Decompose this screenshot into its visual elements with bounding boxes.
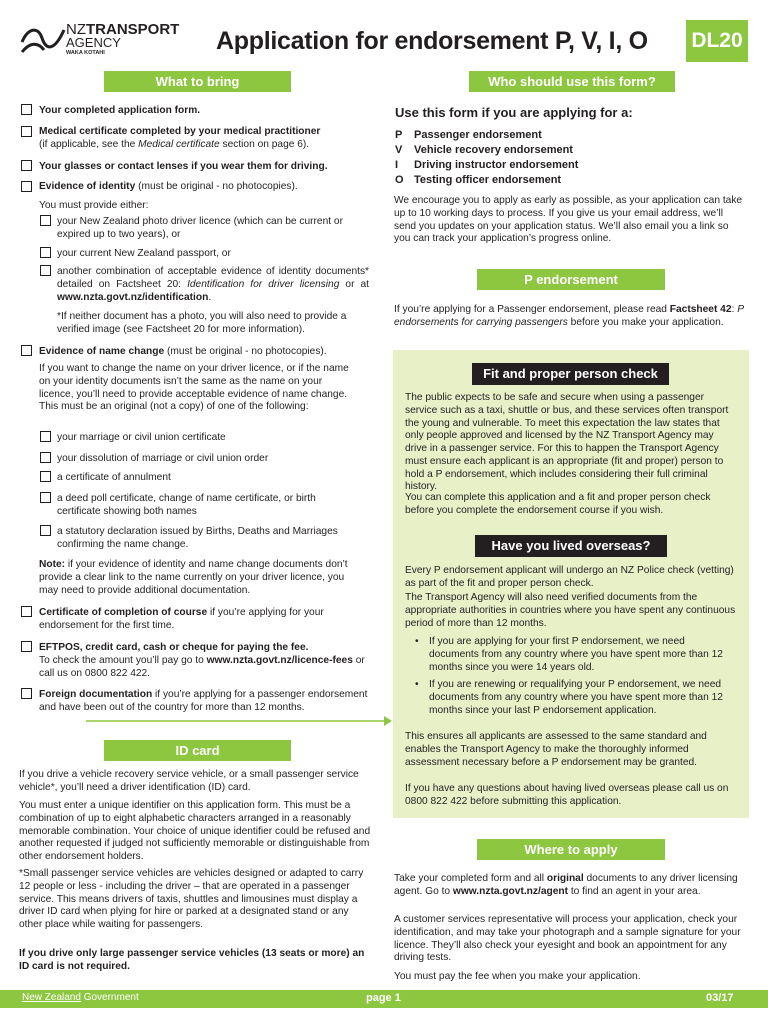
checkbox-application-form[interactable] <box>21 104 32 115</box>
fit-proper-para-2: You can complete this application and a fit and proper person check before you complete the endorsement course if you wish. <box>405 492 711 516</box>
id-option-passport: your current New Zealand passport, or <box>57 248 231 259</box>
checkbox-medical-certificate[interactable] <box>21 126 32 137</box>
logo-transport: TRANSPORT <box>86 21 180 38</box>
overseas-para-1: Every P endorsement applicant will undergo an NZ Police check (vetting) as part of the fit and proper person check. <box>405 565 734 589</box>
checkbox-course-certificate[interactable] <box>21 606 32 617</box>
checkbox-foreign-docs[interactable] <box>21 688 32 699</box>
type-v: V Vehicle recovery endorsement <box>395 144 573 156</box>
item-application-form: Your completed application form. <box>39 105 201 116</box>
id-option-combination: another combination of acceptable evidence of identity documents* detailed on Factsheet 20: Identification for driver licensing or at www.nzta.govt.nz/identification. <box>57 266 369 303</box>
nc-option-dissolution: your dissolution of marriage or civil union order <box>57 453 269 464</box>
checkbox-nc-statutory[interactable] <box>40 525 51 536</box>
checkbox-id-licence[interactable] <box>40 215 51 226</box>
checkbox-name-change[interactable] <box>21 345 32 356</box>
overseas-bullet-2: • If you are renewing or requalifying your P endorsement, we need documents from any country where you have spent more than 12 months since your last P endorsement application. <box>429 679 729 717</box>
identity-intro: You must provide either: <box>39 200 149 211</box>
id-card-para-2: You must enter a unique identifier on this application form. This must be a combination of up to eight alphabetic characters arranged in a reasonably memorable combination. Your choice of unique identifier could be refused and another requested if judged not sufficiently memorable or distinguishable from other endorsement holders. <box>19 800 371 862</box>
id-footnote: *If neither document has a photo, you will also need to provide a verified image (see Factsheet 20 for more information). <box>57 311 347 335</box>
logo-waka: WAKA KOTAHI <box>66 50 105 56</box>
type-o: O Testing officer endorsement <box>395 174 562 186</box>
item-foreign-docs: Foreign documentation if you’re applying for a passenger endorsement and have been out of the country for more than 12 months. <box>39 689 368 713</box>
encourage-text: We encourage you to apply as early as possible, as your application can take up to 10 working days to process. If you give us your email address, we’ll send you updates on your application status. We’ll also email you a link so you can track your application’s progress online. <box>394 195 743 245</box>
nzta-logo-mark-icon <box>20 22 66 60</box>
nc-option-deed-poll: a deed poll certificate, change of name certificate, or birth certificate showing both names <box>57 493 316 517</box>
checkbox-nc-dissolution[interactable] <box>40 452 51 463</box>
what-to-bring-header: What to bring <box>104 71 291 92</box>
checkbox-evidence-identity[interactable] <box>21 181 32 192</box>
overseas-bullet-1: • If you are applying for your first P endorsement, we need documents from any country where you have spent more than 12 months since you were 14 years old. <box>429 636 729 674</box>
item-evidence-identity: Evidence of identity (must be original - no photocopies). <box>39 181 298 192</box>
p-endorsement-intro: If you’re applying for a Passenger endorsement, please read Factsheet 42: P endorsements for carrying passengers before you make your application. <box>394 304 744 328</box>
item-name-change: Evidence of name change (must be original - no photocopies). <box>39 346 327 357</box>
revision-date: 03/17 <box>706 992 734 1004</box>
arrow-to-overseas-icon <box>86 715 392 727</box>
type-i: I Driving instructor endorsement <box>395 159 579 171</box>
where-para-2: A customer services representative will process your application, check your identification, and may take your photograph and a sample signature for your licence. They’ll also check your eyesight and book an appointment for any driving tests. <box>394 914 741 964</box>
nc-option-marriage: your marriage or civil union certificate <box>57 432 226 443</box>
nc-option-annulment: a certificate of annulment <box>57 472 171 483</box>
where-para-3: You must pay the fee when you make your application. <box>394 971 641 982</box>
item-payment: EFTPOS, credit card, cash or cheque for paying the fee. To check the amount you’ll pay go to www.nzta.govt.nz/licence-fees or call us on 0800 822 422. <box>39 642 365 679</box>
form-code-badge: DL20 <box>686 20 748 62</box>
overseas-para-3: This ensures all applicants are assessed to the same standard and enables the Transport Agency to make the thoroughly informed assessment necessary before a P endorsement may be granted. <box>405 731 707 768</box>
id-option-licence: your New Zealand photo driver licence (which can be current or expired up to two years), or <box>57 216 343 240</box>
nc-option-statutory: a statutory declaration issued by Births, Deaths and Marriages confirming the name change. <box>57 526 338 550</box>
checkbox-nc-annulment[interactable] <box>40 471 51 482</box>
who-should-use-header: Who should use this form? <box>469 71 675 92</box>
checkbox-id-passport[interactable] <box>40 247 51 258</box>
where-to-apply-header: Where to apply <box>477 839 665 860</box>
nz-government-logo: New Zealand Government <box>22 992 139 1003</box>
item-glasses: Your glasses or contact lenses if you wear them for driving. <box>39 161 328 172</box>
logo-agency: AGENCY <box>66 35 121 50</box>
item-medical-certificate: Medical certificate completed by your medical practitioner (if applicable, see the Medical certificate section on page 6). <box>39 126 321 150</box>
id-card-header: ID card <box>104 740 291 761</box>
fit-proper-header: Fit and proper person check <box>472 363 669 385</box>
use-intro: Use this form if you are applying for a: <box>395 105 633 120</box>
where-para-1: Take your completed form and all original documents to any driver licensing agent. Go to www.nzta.govt.nz/agent to find an agent in your area. <box>394 873 738 897</box>
endorsement-types-list <box>395 128 578 188</box>
id-card-para-1: If you drive a vehicle recovery service vehicle, or a small passenger service vehicle*, you’ll need a driver identification (ID) card. <box>19 769 359 793</box>
checkbox-id-combination[interactable] <box>40 265 51 276</box>
checkbox-nc-deed-poll[interactable] <box>40 492 51 503</box>
name-change-note: Note: if your evidence of identity and name change documents don’t provide a clear link to the name currently on your driver licence, you may need to provide additional documentation. <box>39 559 348 596</box>
nzta-logo <box>20 21 180 60</box>
page-number: page 1 <box>366 992 401 1004</box>
item-course-certificate: Certificate of completion of course if you’re applying for your endorsement for the first time. <box>39 607 324 631</box>
checkbox-nc-marriage[interactable] <box>40 431 51 442</box>
checkbox-payment[interactable] <box>21 641 32 652</box>
p-endorsement-header: P endorsement <box>477 269 665 290</box>
page-title: Application for endorsement P, V, I, O <box>216 27 648 55</box>
overseas-para-2: The Transport Agency will also need verified documents from the appropriate authorities in countries where you have spent any continuous period of more than 12 months. <box>405 592 736 629</box>
fit-proper-para-1: The public expects to be safe and secure when using a passenger service such as a taxi, shuttle or bus, and these services often transport the young and vulnerable. To meet this expectation the law states that only people approved and licensed by the NZ Transport Agency may drive in a passenger service. For this to happen the Transport Agency must ensure each applicant is an appropriate (fit and proper) person to hold a P endorsement, which includes considering their full criminal history. <box>405 392 729 493</box>
type-p: P Passenger endorsement <box>395 129 542 141</box>
id-card-para-3: *Small passenger service vehicles are vehicles designed or adapted to carry 12 people or less - including the driver – that are operated in a passenger service. This means drivers of taxis, shuttles and limousines must display a driver ID card when plying for hire or parked at a designated stand or any other place while waiting for passengers. <box>19 868 364 930</box>
logo-nz: NZ <box>66 21 86 38</box>
lived-overseas-header: Have you lived overseas? <box>475 535 667 557</box>
name-change-intro: If you want to change the name on your driver licence, or if the name on your identity documents isn’t the same as the name on your licence, you’ll need to provide acceptable evidence of name change. This must be an original (not a copy) of one of the following: <box>39 363 349 413</box>
checkbox-glasses[interactable] <box>21 160 32 171</box>
overseas-para-4: If you have any questions about having lived overseas please call us on 0800 822 422 before submitting this application. <box>405 783 729 807</box>
id-card-para-4: If you drive only large passenger service vehicles (13 seats or more) an ID card is not required. <box>19 948 365 972</box>
